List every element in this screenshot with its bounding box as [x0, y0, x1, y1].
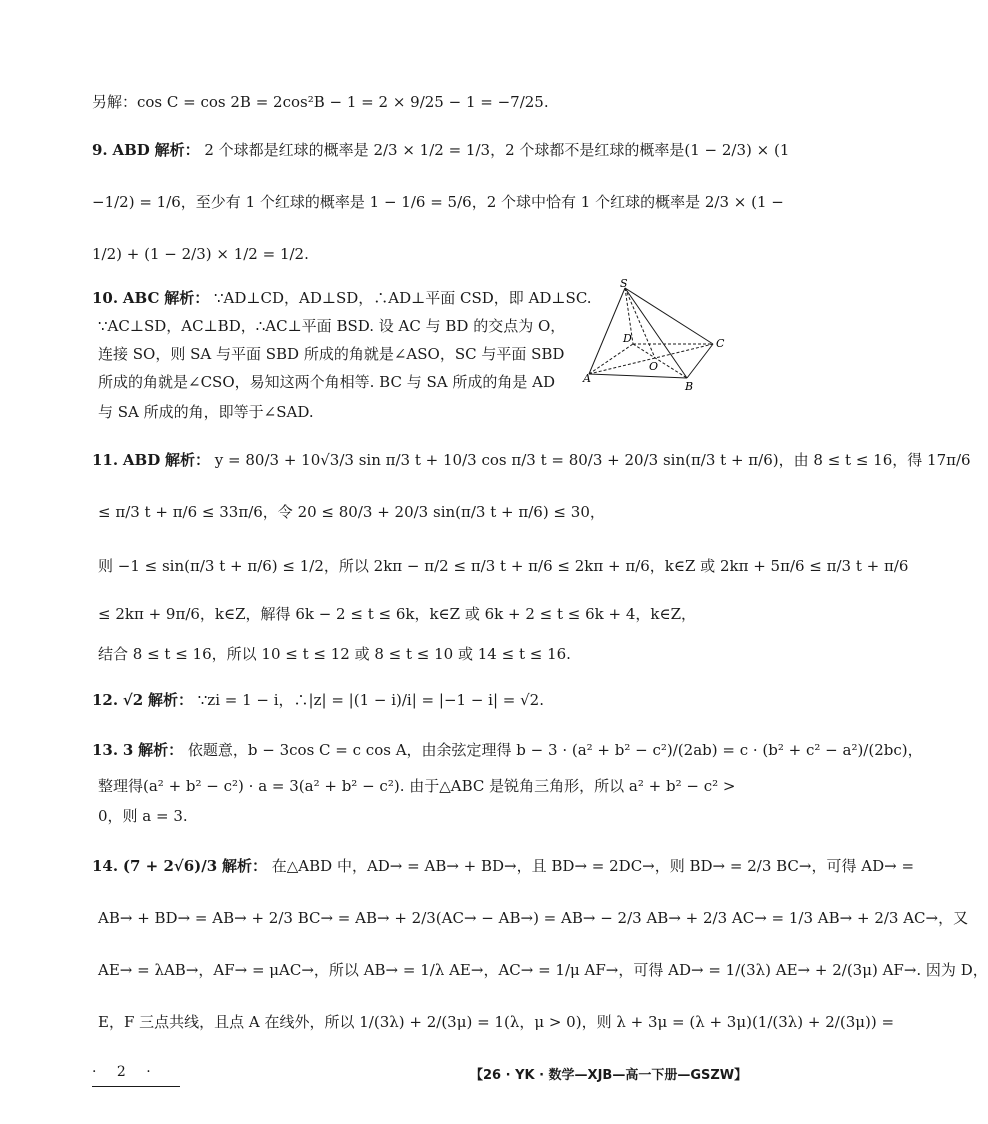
item-answer: (7 + 2√6)/3 — [122, 857, 218, 875]
label-s: S — [620, 277, 628, 290]
text-line: 结合 8 ≤ t ≤ 16，所以 10 ≤ t ≤ 12 或 8 ≤ t ≤ 10 或 14 ≤ t ≤ 16. — [98, 645, 571, 663]
edge-sa — [589, 288, 625, 374]
label-o: O — [649, 360, 659, 373]
edge-bc — [687, 344, 713, 378]
diag-bd — [633, 344, 687, 378]
item-number: 12. — [92, 691, 119, 709]
item-answer: ABD — [112, 141, 150, 159]
item-number: 9. — [92, 141, 108, 159]
item-10 — [92, 288, 892, 308]
item-answer: √2 — [122, 691, 144, 709]
item-number: 11. — [92, 451, 119, 469]
item-number: 13. — [92, 741, 119, 759]
item-text: 2 个球都是红球的概率是 2/3 × 1/2 = 1/3，2 个球都不是红球的概率是(1 − 2/3) × (1 — [204, 141, 790, 159]
footer-rule — [92, 1086, 180, 1087]
text-line: 则 −1 ≤ sin(π/3 t + π/6) ≤ 1/2，所以 2kπ − π/2 ≤ π/3 t + π/6 ≤ 2kπ + π/6，k∈Z 或 2kπ + 5π/6 ≤ π/3 t + π/6 — [98, 557, 909, 575]
item-14 — [92, 856, 915, 876]
text-line: 另解：cos C = cos 2B = 2cos²B − 1 = 2 × 9/25 − 1 = −7/25. — [92, 93, 549, 111]
text-line: 与 SA 所成的角，即等于∠SAD. — [98, 403, 314, 421]
footer-code: 【26 · YK · 数学—XJB—高一下册—GSZW】 — [470, 1068, 748, 1083]
label-c: C — [716, 337, 725, 350]
text-line: 连接 SO，则 SA 与平面 SBD 所成的角就是∠ASO，SC 与平面 SBD — [98, 345, 565, 363]
item-number: 14. — [92, 857, 119, 875]
text-line: 整理得(a² + b² − c²) · a = 3(a² + b² − c²). 由于△ABC 是锐角三角形，所以 a² + b² − c² > — [98, 777, 736, 795]
label-a: A — [583, 372, 591, 385]
item-13 — [92, 740, 923, 760]
item-label: 解析： — [164, 289, 210, 307]
item-label: 解析： — [221, 857, 267, 875]
item-12 — [92, 690, 892, 710]
text-line: 0，则 a = 3. — [98, 807, 188, 825]
text-line: ∵AC⊥SD，AC⊥BD，∴AC⊥平面 BSD. 设 AC 与 BD 的交点为 O， — [98, 317, 566, 335]
page-number: · 2 · — [92, 1064, 159, 1080]
item-label: 解析： — [154, 141, 200, 159]
item-text: ∵zi = 1 − i，∴|z| = |(1 − i)/i| = |−1 − i| = √2. — [197, 691, 544, 709]
item-answer: 3 — [122, 741, 134, 759]
item-label: 解析： — [138, 741, 184, 759]
text-line: E，F 三点共线，且点 A 在线外，所以 1/(3λ) + 2/(3μ) = 1(λ，μ > 0)，则 λ + 3μ = (λ + 3μ)(1/(3λ) + 2/(3μ)) = — [98, 1013, 895, 1031]
text-line: ≤ 2kπ + 9π/6，k∈Z，解得 6k − 2 ≤ t ≤ 6k，k∈Z 或 6k + 2 ≤ t ≤ 6k + 4，k∈Z， — [98, 605, 697, 623]
edge-ab — [589, 374, 687, 378]
item-answer: ABC — [122, 289, 160, 307]
item-number: 10. — [92, 289, 119, 307]
edge-sc — [625, 288, 713, 344]
item-11 — [92, 450, 971, 470]
text-line: AB→ + BD→ = AB→ + 2/3 BC→ = AB→ + 2/3(AC→ − AB→) = AB→ − 2/3 AB→ + 2/3 AC→ = 1/3 AB→ + 2/3 AC→，又 — [98, 909, 969, 927]
pyramid-figure — [583, 277, 733, 393]
text-line: 所成的角就是∠CSO，易知这两个角相等. BC 与 SA 所成的角是 AD — [98, 373, 555, 391]
item-text: y = 80/3 + 10√3/3 sin π/3 t + 10/3 cos π/3 t = 80/3 + 20/3 sin(π/3 t + π/6)，由 8 ≤ t ≤ 16，得 17π/6 — [214, 451, 971, 469]
label-b: B — [685, 380, 694, 393]
text-line: 1/2) + (1 − 2/3) × 1/2 = 1/2. — [92, 245, 309, 263]
item-answer: ABD — [122, 451, 161, 469]
item-text: 依题意，b − 3cos C = c cos A，由余弦定理得 b − 3 · (a² + b² − c²)/(2ab) = c · (b² + c² − a²)/(2bc)， — [187, 741, 923, 759]
text-line: −1/2) = 1/6，至少有 1 个红球的概率是 1 − 1/6 = 5/6，2 个球中恰有 1 个红球的概率是 2/3 × (1 − — [92, 193, 784, 211]
item-label: 解析： — [147, 691, 193, 709]
text-line: ≤ π/3 t + π/6 ≤ 33π/6，令 20 ≤ 80/3 + 20/3 sin(π/3 t + π/6) ≤ 30， — [98, 503, 605, 521]
label-d: D — [623, 332, 632, 345]
item-text: 在△ABD 中，AD→ = AB→ + BD→，且 BD→ = 2DC→，则 BD→ = 2/3 BC→，可得 AD→ = — [271, 857, 915, 875]
item-text: ∵AD⊥CD，AD⊥SD，∴AD⊥平面 CSD，即 AD⊥SC. — [214, 289, 592, 307]
item-label: 解析： — [165, 451, 211, 469]
item-9 — [92, 140, 892, 160]
text-line: AE→ = λAB→，AF→ = μAC→，所以 AB→ = 1/λ AE→，AC→ = 1/μ AF→，可得 AD→ = 1/(3λ) AE→ + 2/(3μ) AF→. 因为 D， — [98, 961, 988, 979]
